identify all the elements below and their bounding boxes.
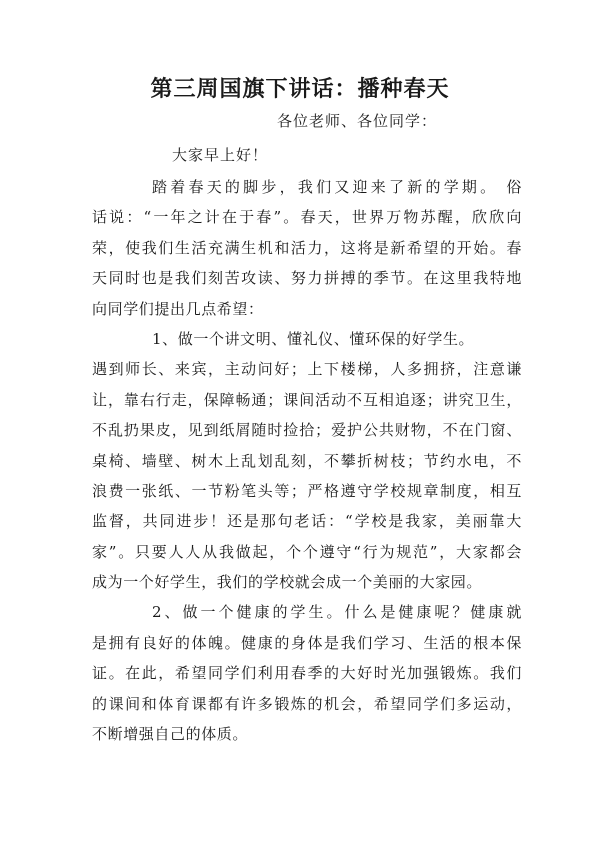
paragraph-2-line-9: 成为一个好学生，我们的学校就会成一个美丽的大家园。	[92, 573, 483, 592]
paragraph-3-line-1: 2、做一个健康的学生。什么是健康呢？健康就	[152, 603, 522, 622]
speech-body	[92, 172, 522, 749]
paragraph-3-line-5: 不断增强自己的体质。	[92, 725, 249, 744]
paragraph-2-line-5: 桌椅、墙壁、树木上乱划乱刻，不攀折树枝；节约水电，不	[92, 451, 522, 470]
paragraph-2-line-3: 让，靠右行走，保障畅通；课间活动不互相追逐；讲究卫生，	[92, 390, 522, 409]
addressee-line: 各位老师、各位同学：	[277, 112, 438, 130]
paragraph-2-line-7: 监督，共同进步！还是那句老话：“学校是我家，美丽靠大	[92, 512, 522, 531]
paragraph-2-line-8: 家”。只要人人从我做起，个个遵守“行为规范”，大家都会	[92, 542, 522, 561]
paragraph-1-line-4: 天同时也是我们刻苦攻读、努力拼搏的季节。在这里我特地	[92, 269, 522, 288]
paragraph-1-line-1: 踏着春天的脚步，我们又迎来了新的学期。 俗	[152, 178, 522, 196]
paragraph-1-line-2: 话说：“一年之计在于春”。春天，世界万物苏醒，欣欣向	[92, 208, 522, 227]
paragraph-3-line-3: 证。在此，希望同学们利用春季的大好时光加强锻炼。我们	[92, 664, 522, 683]
paragraph-3-line-4: 的课间和体育课都有许多锻炼的机会，希望同学们多运动，	[92, 694, 522, 713]
paragraph-3-line-2: 是拥有良好的体魄。健康的身体是我们学习、生活的根本保	[92, 633, 522, 652]
paragraph-1-line-5: 向同学们提出几点希望：	[92, 299, 264, 318]
page-title: 第三周国旗下讲话：播种春天	[150, 76, 450, 102]
paragraph-2-line-6: 浪费一张纸、一节粉笔头等；严格遵守学校规章制度，相互	[92, 481, 522, 500]
paragraph-1-line-3: 荣，使我们生活充满生机和活力，这将是新希望的开始。春	[92, 238, 522, 257]
salutation-line: 大家早上好！	[172, 146, 269, 164]
paragraph-2-line-1: 1、做一个讲文明、懂礼仪、懂环保的好学生。	[152, 329, 475, 348]
paragraph-2-line-2: 遇到师长、来宾，主动问好；上下楼梯，人多拥挤，注意谦	[92, 360, 522, 379]
paragraph-2-line-4: 不乱扔果皮，见到纸屑随时捡拾；爱护公共财物，不在门窗、	[92, 421, 522, 440]
